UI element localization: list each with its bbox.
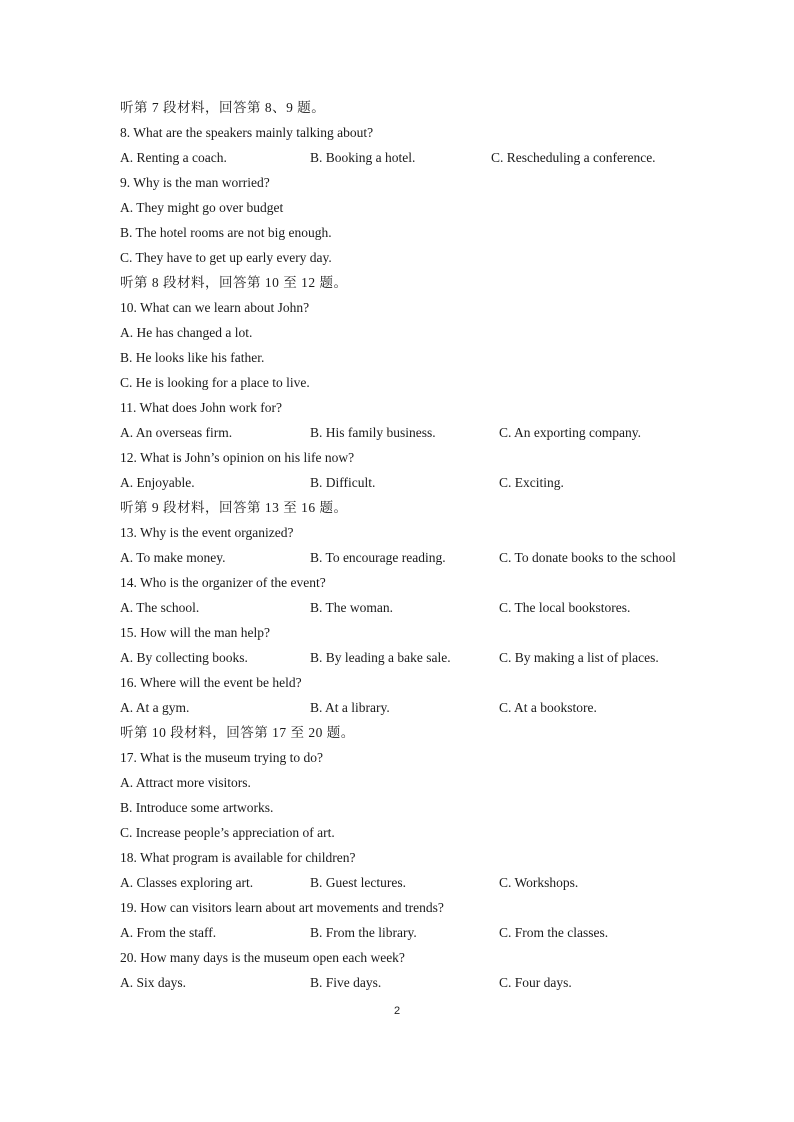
question-12-option-c: C. Exciting. [499,475,564,490]
question-16-option-c: C. At a bookstore. [499,700,597,715]
question-15-stem: 15. How will the man help? [120,625,270,640]
question-14-option-c: C. The local bookstores. [499,600,631,615]
question-10-stem: 10. What can we learn about John? [120,300,310,315]
question-10-option-b: B. He looks like his father. [120,350,265,365]
question-9-option-b: B. The hotel rooms are not big enough. [120,225,332,240]
question-19-stem: 19. How can visitors learn about art movements and trends? [120,900,444,915]
section-heading-7: 听第 7 段材料，回答第 8、9 题。 [120,100,326,115]
page-number: 2 [393,1005,401,1017]
question-19-option-b: B. From the library. [310,925,417,940]
question-19-options [120,923,720,948]
section-heading-8: 听第 8 段材料，回答第 10 至 12 题。 [120,275,348,290]
question-14-options [120,598,720,623]
question-8-option-c: C. Rescheduling a conference. [491,150,656,165]
question-19-option-a: A. From the staff. [120,925,217,940]
question-15-options [120,648,720,673]
question-8-stem: 8. What are the speakers mainly talking about? [120,125,374,140]
question-10-option-a: A. He has changed a lot. [120,325,253,340]
question-20-options [120,973,720,998]
exam-page [120,98,720,998]
question-17-option-b: B. Introduce some artworks. [120,800,274,815]
question-8-option-a: A. Renting a coach. [120,150,227,165]
question-15-option-b: B. By leading a bake sale. [310,650,451,665]
question-11-options [120,423,720,448]
question-10-option-c: C. He is looking for a place to live. [120,375,310,390]
question-17-option-a: A. Attract more visitors. [120,775,251,790]
question-20-stem: 20. How many days is the museum open each week? [120,950,405,965]
question-20-option-c: C. Four days. [499,975,572,990]
question-12-options [120,473,720,498]
question-16-option-b: B. At a library. [310,700,390,715]
question-11-stem: 11. What does John work for? [120,400,282,415]
question-16-stem: 16. Where will the event be held? [120,675,302,690]
question-20-option-a: A. Six days. [120,975,187,990]
question-11-option-b: B. His family business. [310,425,436,440]
question-13-options [120,548,720,573]
question-17-option-c: C. Increase people’s appreciation of art. [120,825,335,840]
section-heading-9: 听第 9 段材料，回答第 13 至 16 题。 [120,500,348,515]
question-9-stem: 9. Why is the man worried? [120,175,270,190]
question-15-option-a: A. By collecting books. [120,650,248,665]
question-16-option-a: A. At a gym. [120,700,190,715]
question-13-stem: 13. Why is the event organized? [120,525,294,540]
question-11-option-c: C. An exporting company. [499,425,641,440]
question-15-option-c: C. By making a list of places. [499,650,659,665]
question-18-options [120,873,720,898]
question-11-option-a: A. An overseas firm. [120,425,233,440]
question-8-option-b: B. Booking a hotel. [310,150,416,165]
question-17-stem: 17. What is the museum trying to do? [120,750,323,765]
question-9-option-c: C. They have to get up early every day. [120,250,332,265]
question-14-option-b: B. The woman. [310,600,393,615]
question-18-option-c: C. Workshops. [499,875,579,890]
question-13-option-a: A. To make money. [120,550,226,565]
question-12-option-b: B. Difficult. [310,475,376,490]
question-12-stem: 12. What is John’s opinion on his life now? [120,450,355,465]
question-18-option-b: B. Guest lectures. [310,875,406,890]
question-14-stem: 14. Who is the organizer of the event? [120,575,326,590]
question-16-options [120,698,720,723]
question-20-option-b: B. Five days. [310,975,382,990]
question-18-stem: 18. What program is available for children? [120,850,356,865]
section-heading-10: 听第 10 段材料，回答第 17 至 20 题。 [120,725,355,740]
question-12-option-a: A. Enjoyable. [120,475,195,490]
question-13-option-b: B. To encourage reading. [310,550,446,565]
question-19-option-c: C. From the classes. [499,925,609,940]
question-14-option-a: A. The school. [120,600,200,615]
question-9-option-a: A. They might go over budget [120,200,284,215]
question-13-option-c: C. To donate books to the school [499,550,676,565]
question-8-options [120,148,720,173]
question-18-option-a: A. Classes exploring art. [120,875,254,890]
